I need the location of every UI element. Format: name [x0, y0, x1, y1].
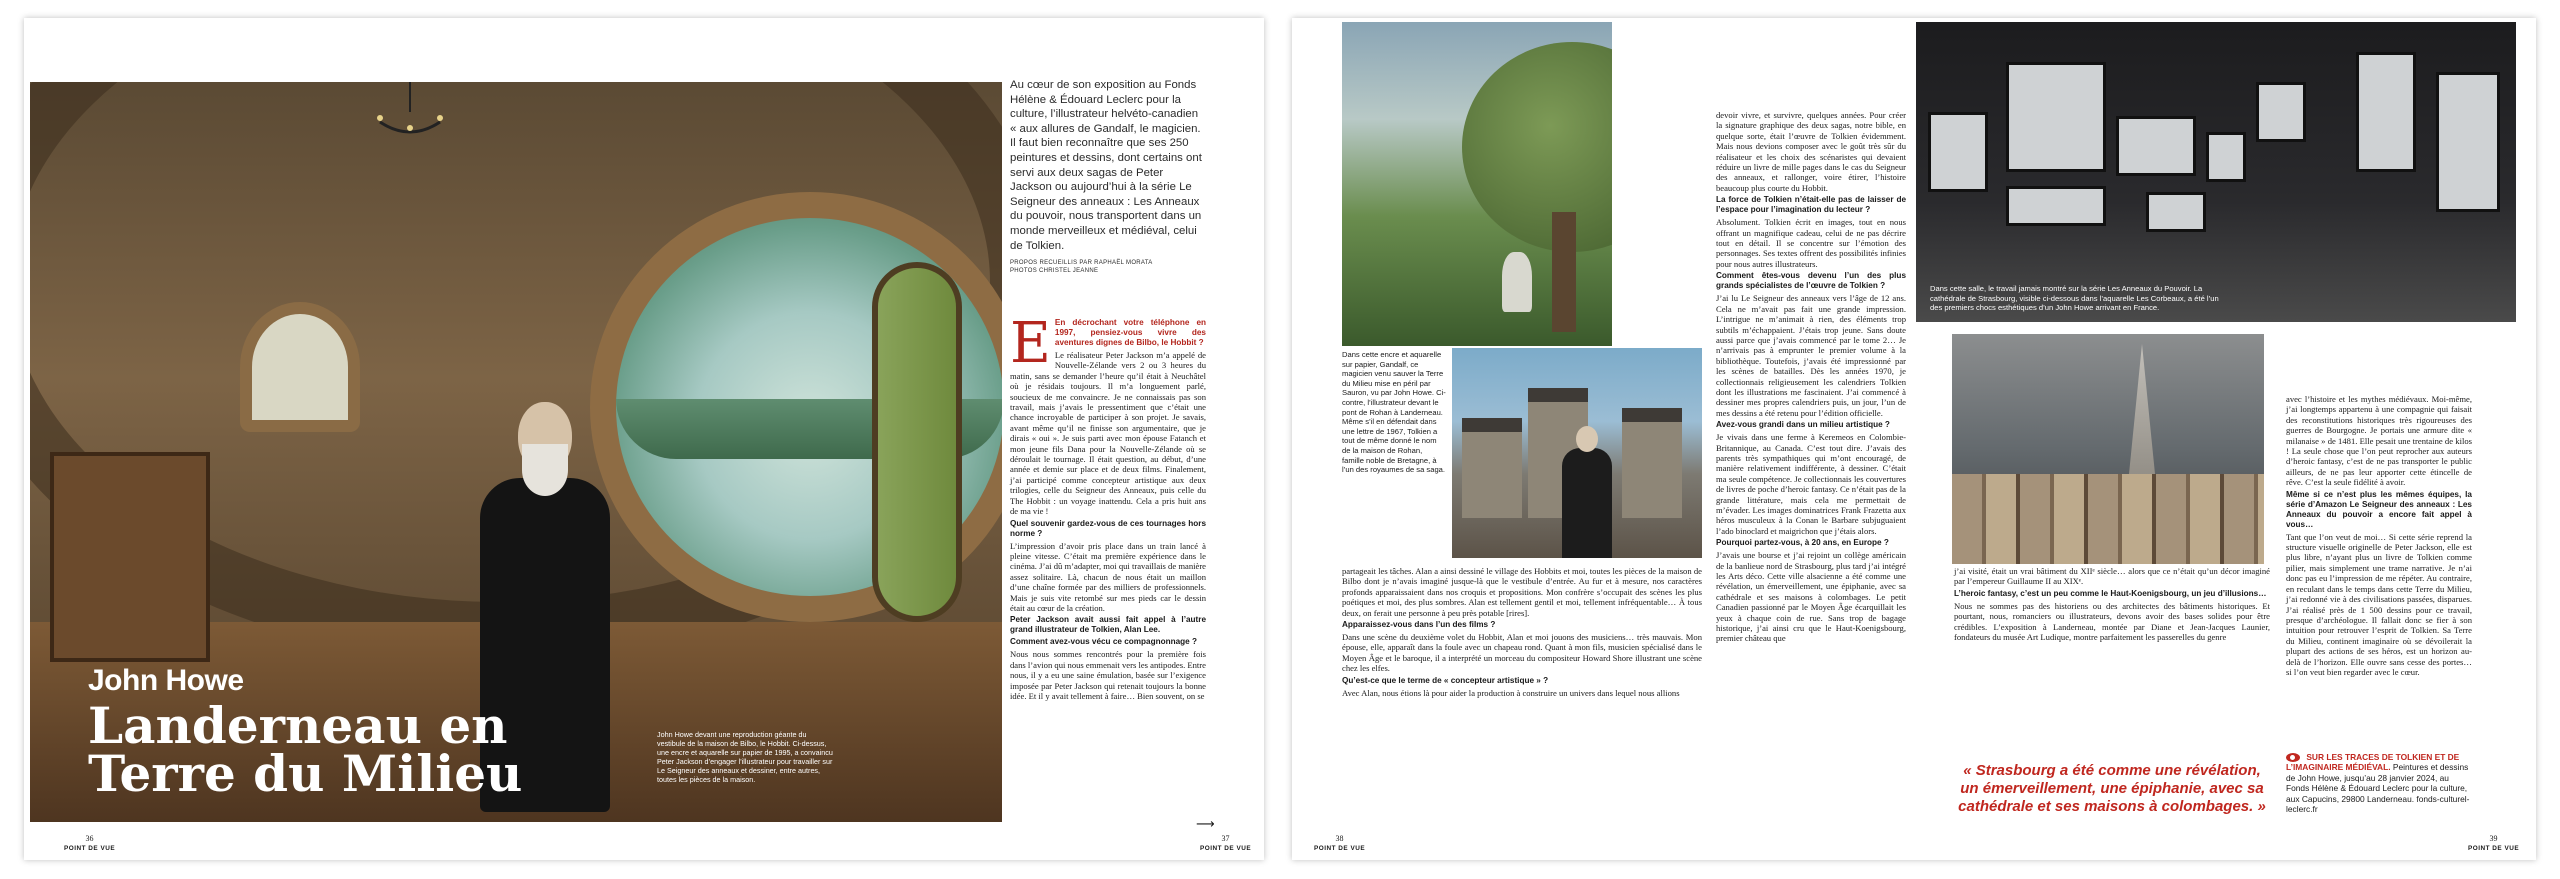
article-kicker: John Howe: [88, 664, 244, 697]
intro-paragraph: Au cœur de son exposition au Fonds Hélène & Édouard Leclerc pour la culture, l’illustrateur helvéto-canadien « aux allures de Gandalf, le magicien. Il faut bien reconnaître que ses 250 peintures et dessins, dont certains ont servi aux deux sagas de Peter Jackson ou aujourd’hui à la série Le Seigneur des anneaux : Les Anneaux du pouvoir, nous transportent dans un monde merveilleux et médiéval, celui de Tolkien. PROPOS RECUEILLIS PAR RAPHAËL MORATA PHOTOS CHRISTEL JEANNE: [1010, 78, 1206, 275]
article-column: partageait les tâches. Alan a ainsi dessiné le village des Hobbits et moi, toutes les pièces de la maison de Bilbo dont je n’avais imaginé jusque-là que le vestibule d’entrée. Au fur et à mesure, nos caractères profonds apparaissaient dans nos croquis et propositions. Mon confrère s’occupait des scènes les plus poétiques et moi, des plus sombres. Alan est tellement gentil et moi, tellement infréquentable… À tous deux, on ferait une personne à peu près potable [rires]. Apparaissez-vous dans l’un des films ? Dans une scène du deuxième volet du Hobbit, Alan et moi jouons des musiciens… très mauvais. Mon épouse, elle, apparaît dans la foule avec un chapeau rond. Quant à mon fils, musicien spécialisé dans le Moyen Âge et le baroque, il a interprété un morceau du compositeur Howard Shore illustrant une scène chez les elfes. Qu’est-ce que le terme de « concepteur artistique » ? Avec Alan, nous étions là pour aider la production à construire un univers dans lequel nous allions: [1342, 566, 1702, 698]
pull-quote: « Strasbourg a été comme une révélation, un émerveillement, une épiphanie, avec sa cathédrale et ses maisons à colombages. »: [1958, 762, 2266, 815]
vertical-credits: [1918, 348, 1926, 828]
article-column: j’ai visité, était un vrai bâtiment du XIIᵉ siècle… alors que ce n’était qu’un décor imaginé par l’empereur Guillaume II au XIXᵉ. L’heroic fantasy, c’est un peu comme le Haut-Koenigsbourg, un jeu d’illusions… Nous ne sommes pas des historiens ou des architectes des bâtiments historiques. Et pourtant, nous, romanciers ou illustrateurs, devons avoir des bases solides pour être crédibles. L’exposition à Landerneau, montée par Diane et Jean-Jacques Launier, fondateurs du musée Art Ludique, montre parfaitement les passerelles du genre: [1954, 566, 2270, 643]
continue-arrow-icon: ⟶: [1196, 817, 1215, 832]
photo-caption: John Howe devant une reproduction géante du vestibule de la maison de Bilbo, le Hobbit. Ci-dessus, une encre et aquarelle sur papier de 1995, a convaincu Peter Jackson d’engager l’illustrateur pour travailler sur Le Seigneur des anneaux et dessiner, entre autres, toutes les pièces de la maison.: [657, 730, 833, 784]
article-column: E En décrochant votre téléphone en 1997, pensiez-vous vivre des aventures dignes de Bilbo, le Hobbit ? Le réalisateur Peter Jackson m’a appelé de Nouvelle-Zélande vers 2 ou 3 heures du matin, sans se demander l’heure qu’il était à Neuchâtel où je résidais toujours. Il m’a longuement parlé, soucieux de me convaincre. Je ne connaissais pas son travail, mais j’avais le pressentiment que c’était une chance incroyable de participer à son projet. Je savais, avant même qu’il ne finisse son argumentaire, que je dirais « oui ». Je suis parti avec mon épouse Fatanch et mon jeune fils Dana pour la Nouvelle-Zélande où se déroulait le tournage. Il était question, au début, d’une année et demie sur place et de deux films. Finalement, j’ai participé comme concepteur artistique aux deux trilogies, celle du Seigneur des Anneaux, puis celle du The Hobbit : un voyage inattendu. Cela a pris huit ans de ma vie ! Quel souvenir gardez-vous de ces tournages hors norme ? L’impression d’avoir pris place dans un train lancé à pleine vitesse. C’était ma première expérience dans le cinéma. J’ai dû m’adapter, moi qui travaillais de manière assez solitaire. Là, chacun de nous était un maillon d’une chaîne formée par des milliers de professionnels. Mais je suis vite retombé sur mes pieds car le dessin était au cœur de la création. Peter Jackson avait aussi fait appel à l’autre grand illustrateur de Tolkien, Alan Lee. Comment avez-vous vécu ce compagnonnage ? Nous nous sommes rencontrés pour la première fois dans l’avion qui nous emmenait vers les antipodes. Entre nous, il y a eu une saine émulation, basée sur l’exigence imposée par Peter Jackson qui retenait toujours la bonne idée. Et il y avait tellement à faire… Bien souvent, on se: [1010, 311, 1206, 701]
article-title-block: [88, 664, 523, 803]
photo-caption: Dans cette encre et aquarelle sur papier, Gandalf, ce magicien venu sauver la Terre du Milieu mise en péril par Sauron, vu par John Howe. Ci-contre, l’illustrateur devant le pont de Rohan à Landerneau. Même s’il en défendait dans une lettre de 1967, Tolkien a tout de même donné le nom de la maison de Rohan, famille noble de Bretagne, à l’un des royaumes de sa saga.: [1342, 350, 1446, 475]
article-column: avec l’histoire et les mythes médiévaux. Moi-même, j’ai longtemps appartenu à une compagnie qui faisait des reconstitutions historiques très rigoureuses des guerres de Bourgogne. Je portais une armure dite « milanaise » de 1481. Elle pesait une trentaine de kilos ! La seule chose que l’on peut reprocher aux auteurs d’heroic fantasy, c’est de ne pas transporter le public ailleurs, de ne pas leur apporter cette étincelle de rêve. C’est la seule fidélité à avoir. Même si ce n’est plus les mêmes équipes, la série d’Amazon Le Seigneur des anneaux : Les Anneaux du pouvoir a encore fait appel à vous… Tant que l’on veut de moi… Si cette série reprend la structure visuelle originelle de Peter Jackson, elle est plus libre, n’ayant plus un livre de Tolkien comme pilier, mais simplement une trame narrative. Je n’ai donc pas eu l’impression de me répéter. Au contraire, en reculant dans le temps dans cette Terre du Milieu, j’ai redonné vie à des civilisations passées, disparues. J’ai réalisé près de 1 500 dessins pour ce travail, presque d’archéologue. Il fallait donc se fier à son intuition pour retrouver l’esprit de Tolkien. Sa Terre du Milieu, continent imaginaire où se dévoilerait la plupart des actions de ses héros, est un horizon au-delà de l’horizon. Elle ouvre sans cesse des portes… si l’on veut bien regarder avec le cœur.: [2286, 394, 2472, 677]
landerneau-bridge-photo: [1452, 348, 1702, 558]
page-number: 39 POINT DE VUE: [2468, 834, 2520, 852]
page-number: 37 POINT DE VUE: [1200, 834, 1252, 852]
page-number: 36 POINT DE VUE: [64, 834, 116, 852]
exhibition-room-photo: [1916, 22, 2516, 322]
drop-cap: E: [1010, 311, 1051, 376]
left-spread: [24, 18, 1264, 860]
strasbourg-cathedral-painting: [1952, 334, 2264, 564]
page-number: 38 POINT DE VUE: [1314, 834, 1366, 852]
article-title: Landerneau en Terre du Milieu: [88, 696, 523, 803]
right-spread: [1292, 18, 2536, 860]
exhibition-info: SUR LES TRACES DE TOLKIEN ET DE L’IMAGINAIRE MÉDIÉVAL. Peintures et dessins de John Howe, jusqu’au 28 janvier 2024, au Fonds Hélène & Édouard Leclerc pour la culture, aux Capucins, 29800 Landerneau. fonds-culturel-leclerc.fr: [2286, 752, 2470, 815]
gandalf-tree-painting: [1342, 22, 1612, 346]
article-column: devoir vivre, et survivre, quelques années. Pour créer la signature graphique des deux sagas, notre bible, en quelque sorte, était l’œuvre de Tolkien évidemment. Mais nous devions composer avec le goût très sûr du réalisateur et les choix des scénaristes qui devaient réduire un livre de mille pages dans le cas du Seigneur des anneaux, et rallonger, voire étirer, l’histoire beaucoup plus courte du Hobbit. La force de Tolkien n’était-elle pas de laisser de l’espace pour l’imagination du lecteur ? Absolument. Tolkien écrit en images, tout en nous offrant un magnifique cadeau, celui de ne pas décrire tout en détail. Il se concentre sur l’émotion des personnages. Ses textes offrent des possibilités infinies pour nous autres illustrateurs. Comment êtes-vous devenu l’un des plus grands spécialistes de l’œuvre de Tolkien ? J’ai lu Le Seigneur des anneaux vers l’âge de 12 ans. Cela ne m’avait pas fait une grande impression. L’intrigue ne m’animait à rien, des éléments trop subtils m’échappaient. J’étais trop jeune. Sans doute aussi parce que j’avais commencé par le tome 2… Je n’arrivais pas à emprunter le premier volume à la bibliothèque. Toutefois, j’avais été impressionné par les scènes de batailles. Dès les années 1970, je collectionnais religieusement les calendriers Tolkien dont les illustrations me fascinaient. J’ai commencé à dessiner mes propres calendriers puis, un jour, l’un de mes dessins a été retenu pour l’édition officielle. Avez-vous grandi dans un milieu artistique ? Je vivais dans une ferme à Keremeos en Colombie-Britannique, au Canada. C’est tout dire. J’avais des parents très sympathiques qui m’ont encouragé, de manière relativement indifférente, à dessiner. C’était ma seule compétence. Je collectionnais les couvertures de livres de poche d’heroic fantasy. Ce n’était pas de la grande littérature, mais cela me permettait de m’évader. Les images dominatrices Frank Frazetta aux héros musculeux à la Conan le Barbare subjuguaient l’ado binoclard et maigrichon que j’étais alors. Pourquoi partez-vous, à 20 ans, en Europe ? J’avais une bourse et j’ai rejoint un collège américain de la banlieue nord de Strasbourg, plus tard j’ai intégré les Arts déco. Cette ville alsacienne a été comme une révélation, un émerveillement, une épiphanie, avec sa cathédrale et ses maisons à colombages. Le petit Canadien passionné par le Moyen Âge écarquillait les yeux à chaque coin de rue. Sans trop de bagage historique, j’ai ainsi cru que le Haut-Koenigsbourg, premier château que: [1716, 110, 1906, 644]
chandelier-icon: [370, 82, 450, 152]
credits: PROPOS RECUEILLIS PAR RAPHAËL MORATA PHOTOS CHRISTEL JEANNE: [1010, 260, 1153, 275]
photo-caption: Dans cette salle, le travail jamais montré sur la série Les Anneaux du Pouvoir. La cathédrale de Strasbourg, visible ci-dessous dans l’aquarelle Les Corbeaux, a été l’un des premiers chocs esthétiques d’un John Howe arrivant en France.: [1930, 284, 2219, 313]
eye-icon: [2286, 753, 2300, 762]
